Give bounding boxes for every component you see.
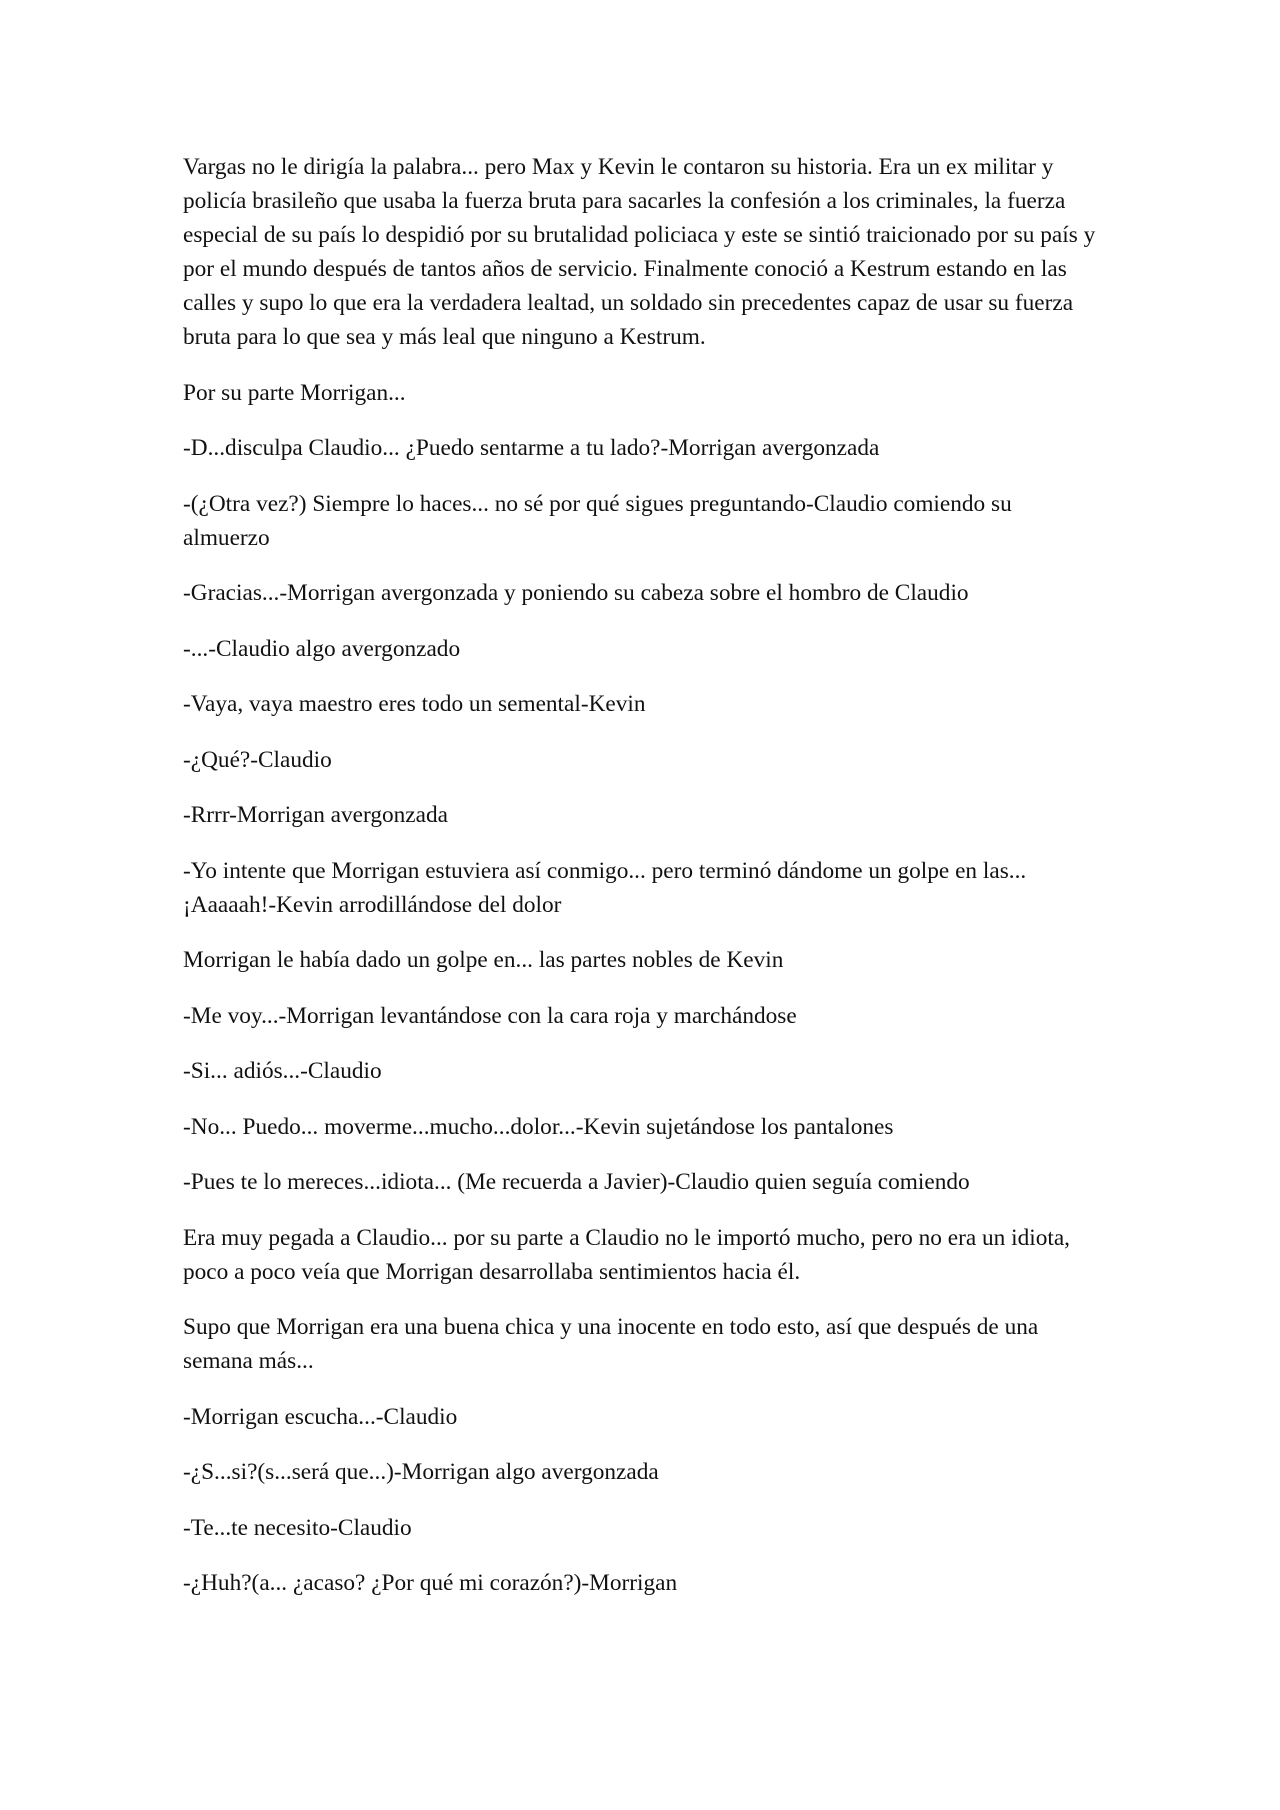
paragraph: -Yo intente que Morrigan estuviera así conmigo... pero terminó dándome un golpe en las... ¡Aaaaah!-Kevin arrodillándose del dolor: [183, 857, 1027, 918]
paragraph: Supo que Morrigan era una buena chica y una inocente en todo esto, así que después de una semana más...: [183, 1314, 1039, 1374]
paragraph: -¿S...si?(s...será que...)-Morrigan algo avergonzada: [183, 1459, 659, 1485]
paragraph: -Pues te lo mereces...idiota... (Me recuerda a Javier)-Claudio quien seguía comiendo: [183, 1169, 970, 1195]
paragraph: -Me voy...-Morrigan levantándose con la cara roja y marchándose: [183, 1002, 797, 1029]
paragraph: -Rrrr-Morrigan avergonzada: [183, 802, 448, 828]
paragraph: Por su parte Morrigan...: [183, 379, 406, 406]
paragraph: -D...disculpa Claudio... ¿Puedo sentarme a tu lado?-Morrigan avergonzada: [183, 435, 880, 461]
paragraph: -No... Puedo... moverme...mucho...dolor...-Kevin sujetándose los pantalones: [183, 1113, 894, 1140]
document-page: [183, 150, 1103, 1622]
paragraph: -...-Claudio algo avergonzado: [183, 635, 461, 662]
paragraph: -Morrigan escucha...-Claudio: [183, 1403, 458, 1430]
paragraph: Vargas no le dirigía la palabra... pero Max y Kevin le contaron su historia. Era un ex militar y policía brasileño que usaba la fuerza bruta para sacarles la confesión a los criminales, la fuerza especial de su país lo despidió por su brutalidad policiaca y este se sintió traicionado por su país y por el mundo después de tantos años de servicio. Finalmente conoció a Kestrum estando en las calles y supo lo que era la verdadera lealtad, un soldado sin precedentes capaz de usar su fuerza bruta para lo que sea y más leal que ninguno a Kestrum.: [183, 154, 1096, 350]
paragraph: Morrigan le había dado un golpe en... las partes nobles de Kevin: [183, 947, 784, 973]
paragraph: -¿Huh?(a... ¿acaso? ¿Por qué mi corazón?)-Morrigan: [183, 1570, 678, 1596]
paragraph: -Te...te necesito-Claudio: [183, 1514, 412, 1541]
paragraph: -Vaya, vaya maestro eres todo un semental-Kevin: [183, 691, 646, 717]
paragraph: -Si... adiós...-Claudio: [183, 1058, 382, 1084]
paragraph: -Gracias...-Morrigan avergonzada y poniendo su cabeza sobre el hombro de Claudio: [183, 580, 969, 606]
paragraph: -¿Qué?-Claudio: [183, 746, 332, 773]
paragraph: -(¿Otra vez?) Siempre lo haces... no sé por qué sigues preguntando-Claudio comiendo su almuerzo: [183, 490, 1012, 551]
paragraph: Era muy pegada a Claudio... por su parte a Claudio no le importó mucho, pero no era un idiota, poco a poco veía que Morrigan desarrollaba sentimientos hacia él.: [183, 1224, 1070, 1285]
